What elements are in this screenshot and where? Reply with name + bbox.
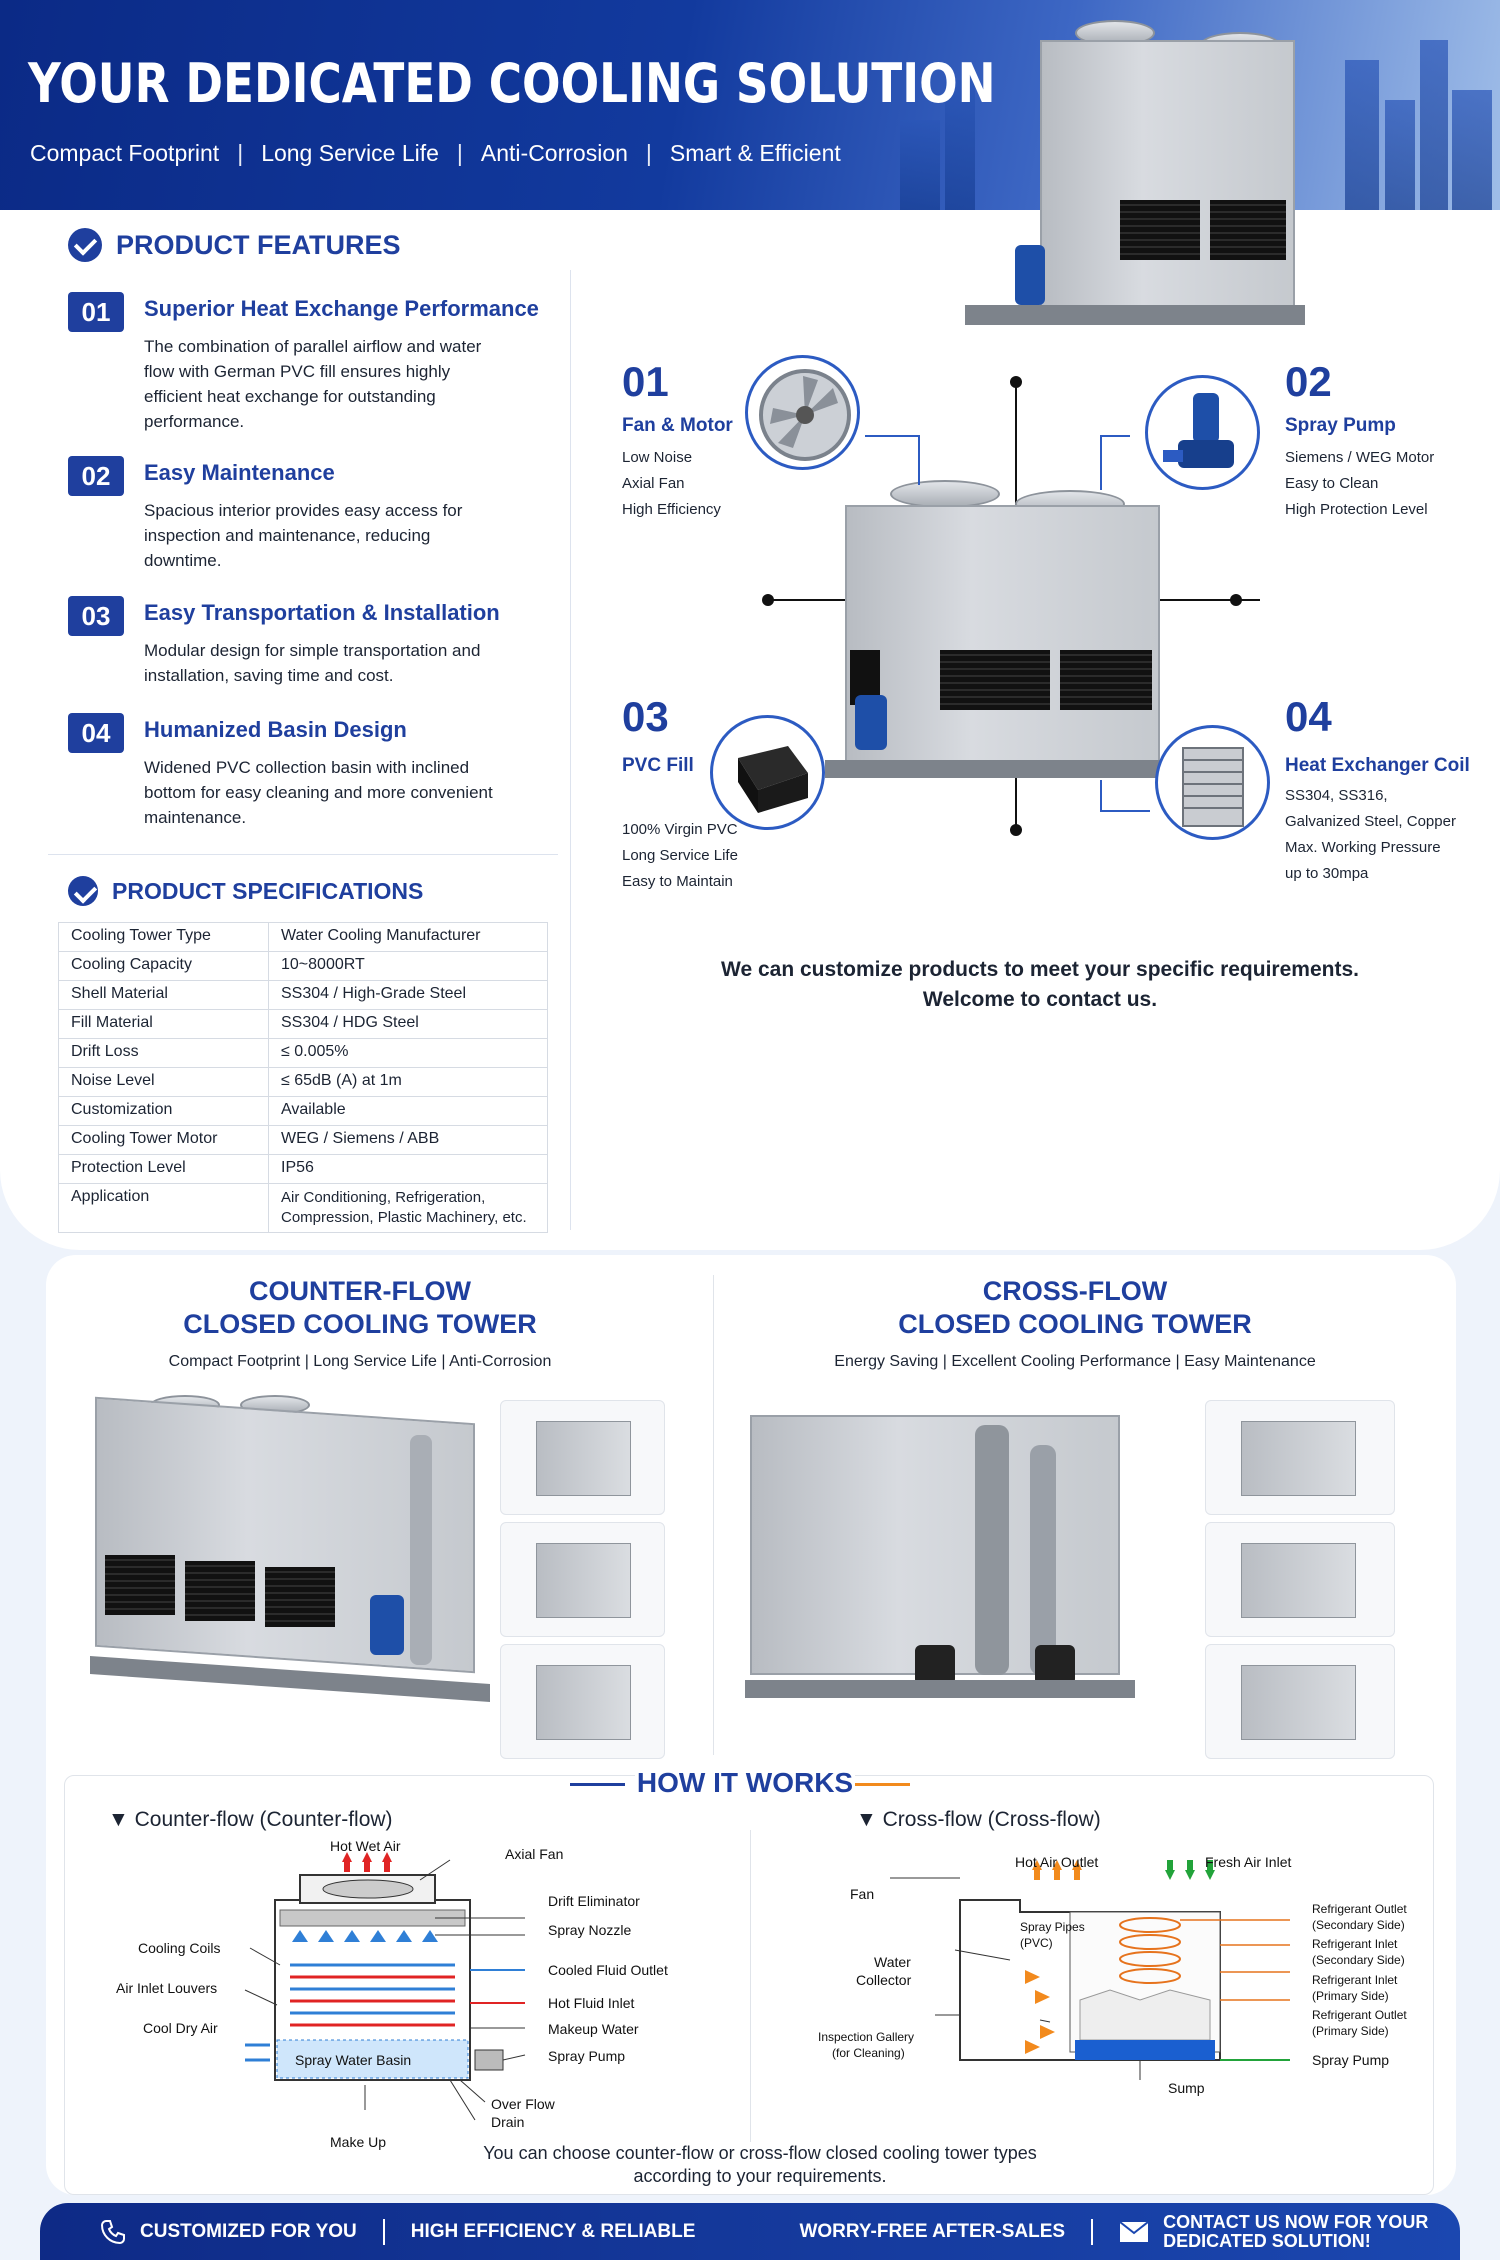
spec-label: Noise Level	[59, 1068, 269, 1097]
diagram-label: Spray Nozzle	[548, 1922, 632, 1938]
spec-label: Fill Material	[59, 1010, 269, 1039]
header-tag: Compact Footprint	[30, 140, 220, 166]
how-it-works-title: HOW IT WORKS	[636, 1767, 854, 1798]
spec-value: WEG / Siemens / ABB	[269, 1126, 548, 1155]
diagram-label: Fresh Air Inlet	[1205, 1854, 1292, 1870]
model-title: CLOSED COOLING TOWER	[898, 1309, 1252, 1339]
diagram-label: Cool Dry Air	[143, 2020, 218, 2036]
diagram-label: Sump	[1168, 2080, 1205, 2096]
footer-item	[100, 2219, 357, 2245]
fan-motor-image	[745, 355, 860, 470]
part-title: Spray Pump	[1285, 415, 1396, 436]
crossflow-diagram	[810, 1840, 1430, 2170]
thumbnail-image[interactable]	[500, 1644, 665, 1759]
counterflow-model-header	[100, 1275, 620, 1371]
header-tag: Smart & Efficient	[669, 140, 841, 166]
spec-value: ≤ 65dB (A) at 1m	[269, 1068, 548, 1097]
part-details: SS304, SS316, Galvanized Steel, Copper Max. Working Pressure up to 30mpa	[1285, 787, 1456, 882]
diagram-label: (Secondary Side)	[1312, 1953, 1405, 1967]
specs-table	[58, 922, 548, 1233]
part-title: Fan & Motor	[622, 415, 733, 436]
diagram-label: Hot Air Outlet	[1015, 1854, 1099, 1870]
diagram-label: Over Flow	[491, 2096, 555, 2112]
spec-label: Protection Level	[59, 1155, 269, 1184]
feature-title: Easy Transportation & Installation	[144, 600, 500, 625]
feature-item	[68, 713, 558, 833]
spec-label: Shell Material	[59, 981, 269, 1010]
model-title: COUNTER-FLOW	[249, 1276, 471, 1306]
diagram-label: Drift Eliminator	[548, 1893, 640, 1909]
tag-separator: |	[645, 140, 652, 166]
diagram-label: Water	[874, 1954, 911, 1970]
spec-label: Drift Loss	[59, 1039, 269, 1068]
spec-value: Available	[269, 1097, 548, 1126]
feature-description: Widened PVC collection basin with inclined bottom for easy cleaning and more convenient maintenance.	[144, 758, 493, 827]
diagram-label: (Primary Side)	[1312, 2024, 1389, 2038]
features-heading	[68, 228, 401, 262]
counterflow-diagram-heading: ▼ Counter-flow (Counter-flow)	[108, 1808, 393, 1831]
part-number: 03	[622, 693, 669, 740]
thumbnail-image[interactable]	[1205, 1400, 1395, 1515]
feature-item	[68, 292, 558, 432]
feature-title: Humanized Basin Design	[144, 717, 407, 742]
thumbnail-image[interactable]	[1205, 1522, 1395, 1637]
spec-label: Cooling Tower Type	[59, 923, 269, 952]
spec-value: ≤ 0.005%	[269, 1039, 548, 1068]
diagram-label: Spray Pump	[548, 2048, 626, 2064]
table-row	[59, 1010, 548, 1039]
table-row	[59, 981, 548, 1010]
spec-value: IP56	[269, 1155, 548, 1184]
spec-label: Customization	[59, 1097, 269, 1126]
customization-note: We can customize products to meet your specific requirements. Welcome to contact us.	[721, 958, 1359, 1011]
diagram-label: Refrigerant Outlet	[1312, 1902, 1407, 1916]
feature-number: 04	[68, 713, 124, 753]
diagram-label: Fan	[850, 1886, 875, 1902]
spec-label: Application	[59, 1184, 269, 1233]
diagram-label: (for Cleaning)	[832, 2046, 905, 2060]
pvc-fill-image	[710, 715, 825, 830]
feature-title: Easy Maintenance	[144, 460, 335, 485]
feature-description: Spacious interior provides easy access for inspection and maintenance, reducing downtime.	[144, 501, 463, 570]
tag-separator: |	[237, 140, 244, 166]
model-title: CLOSED COOLING TOWER	[183, 1309, 537, 1339]
diagram-label: Collector	[856, 1972, 912, 1988]
diagram-label: Air Inlet Louvers	[116, 1980, 218, 1996]
diagram-label: (PVC)	[1020, 1936, 1053, 1950]
table-row	[59, 1184, 548, 1233]
separator	[1091, 2219, 1093, 2245]
header-tag: Long Service Life	[261, 140, 439, 166]
thumbnail-image[interactable]	[500, 1522, 665, 1637]
diagram-label: Hot Wet Air	[330, 1838, 401, 1854]
diagram-label: (Secondary Side)	[1312, 1918, 1405, 1932]
crossflow-diagram-heading: ▼ Cross-flow (Cross-flow)	[856, 1808, 1101, 1831]
spec-label: Cooling Capacity	[59, 952, 269, 981]
diagram-label: Hot Fluid Inlet	[548, 1995, 635, 2011]
footer-text: CUSTOMIZED FOR YOU	[140, 2220, 357, 2242]
diagram-label: Axial Fan	[505, 1846, 564, 1862]
counterflow-diagram	[90, 1840, 730, 2160]
thumbnail-image[interactable]	[500, 1400, 665, 1515]
diagram-label: Refrigerant Outlet	[1312, 2008, 1407, 2022]
hero-tower-image	[960, 20, 1340, 340]
spec-value: SS304 / High-Grade Steel	[269, 981, 548, 1010]
diagram-label: Cooled Fluid Outlet	[548, 1962, 668, 1978]
spec-label: Cooling Tower Motor	[59, 1126, 269, 1155]
table-row	[59, 1039, 548, 1068]
table-row	[59, 1126, 548, 1155]
diagram-label: Make Up	[330, 2134, 387, 2150]
contact-cta[interactable]	[1119, 2213, 1428, 2251]
features-heading-text: PRODUCT FEATURES	[116, 229, 401, 260]
footer-bar	[40, 2203, 1460, 2260]
divider	[750, 1830, 751, 2170]
part-title: Heat Exchanger Coil	[1285, 755, 1470, 776]
crossflow-model-header	[790, 1275, 1360, 1371]
heat-exchanger-coil-image	[1155, 725, 1270, 840]
table-row	[59, 1097, 548, 1126]
mail-icon	[1119, 2221, 1149, 2243]
part-details: Low Noise Axial Fan High Efficiency	[622, 449, 721, 518]
phone-icon	[100, 2219, 126, 2245]
separator	[383, 2219, 385, 2245]
part-number: 04	[1285, 693, 1332, 740]
diagram-label: Inspection Gallery	[818, 2030, 915, 2044]
footer-item	[799, 2221, 1065, 2243]
title-rule	[570, 1783, 625, 1786]
diagram-label: Refrigerant Inlet	[1312, 1937, 1398, 1951]
model-tags: Energy Saving | Excellent Cooling Performance | Easy Maintenance	[834, 1353, 1316, 1370]
diagram-label: Cooling Coils	[138, 1940, 221, 1956]
feature-item	[68, 596, 558, 696]
part-details: 100% Virgin PVC Long Service Life Easy to Maintain	[622, 821, 738, 890]
table-row	[59, 1155, 548, 1184]
spec-value: Air Conditioning, Refrigeration, Compression, Plastic Machinery, etc.	[269, 1184, 548, 1233]
feature-number: 01	[68, 292, 124, 332]
spec-value: Water Cooling Manufacturer	[269, 923, 548, 952]
crossflow-tower-image	[745, 1385, 1135, 1725]
part-title: PVC Fill	[622, 755, 694, 776]
footer-text: HIGH EFFICIENCY & RELIABLE	[410, 2220, 696, 2242]
tag-separator: |	[456, 140, 463, 166]
header-tag: Anti-Corrosion	[480, 140, 628, 166]
feature-number: 02	[68, 456, 124, 496]
feature-description: Modular design for simple transportation and installation, saving time and cost.	[144, 641, 481, 685]
counterflow-tower-image	[90, 1395, 490, 1725]
feature-title: Superior Heat Exchange Performance	[144, 296, 539, 321]
diagram-label: Refrigerant Inlet	[1312, 1973, 1398, 1987]
contact-text: DEDICATED SOLUTION!	[1163, 2230, 1371, 2251]
spec-value: 10~8000RT	[269, 952, 548, 981]
footer-text: WORRY-FREE AFTER-SALES	[799, 2220, 1066, 2242]
feature-number: 03	[68, 596, 124, 636]
table-row	[59, 923, 548, 952]
footer-item	[411, 2221, 696, 2243]
divider	[713, 1275, 714, 1755]
diagram-label: Makeup Water	[548, 2021, 639, 2037]
contact-text: CONTACT US NOW FOR YOUR	[1163, 2211, 1429, 2232]
spray-pump-image	[1145, 375, 1260, 490]
part-number: 01	[622, 358, 669, 405]
parts-diagram	[600, 340, 1500, 900]
part-details: Siemens / WEG Motor Easy to Clean High Protection Level	[1285, 449, 1435, 518]
table-row	[59, 1068, 548, 1097]
diagram-label: Drain	[491, 2114, 525, 2130]
spec-value: SS304 / HDG Steel	[269, 1010, 548, 1039]
thumbnail-image[interactable]	[1205, 1644, 1395, 1759]
diagram-label: Spray Water Basin	[295, 2052, 412, 2068]
check-circle-icon	[68, 876, 98, 906]
divider	[48, 854, 558, 855]
table-row	[59, 952, 548, 981]
header-tags	[30, 140, 841, 167]
model-title: CROSS-FLOW	[982, 1276, 1168, 1306]
header-title: YOUR DEDICATED COOLING SOLUTION	[28, 52, 996, 115]
specs-heading-text: PRODUCT SPECIFICATIONS	[112, 877, 424, 904]
feature-item	[68, 456, 558, 576]
diagram-label: (Primary Side)	[1312, 1989, 1389, 2003]
model-tags: Compact Footprint | Long Service Life | Anti-Corrosion	[168, 1353, 552, 1370]
diagram-label: Spray Pump	[1312, 2052, 1390, 2068]
feature-description: The combination of parallel airflow and water flow with German PVC fill ensures highly efficient heat exchange for outstanding performance.	[144, 337, 482, 431]
part-number: 02	[1285, 358, 1332, 405]
choose-type-note: You can choose counter-flow or cross-flow closed cooling tower types according to your requirements.	[440, 2142, 1080, 2188]
check-circle-icon	[68, 228, 102, 262]
diagram-label: Spray Pipes	[1020, 1920, 1085, 1934]
section-divider	[570, 270, 571, 1230]
title-rule	[855, 1783, 910, 1786]
specs-heading	[68, 876, 423, 906]
